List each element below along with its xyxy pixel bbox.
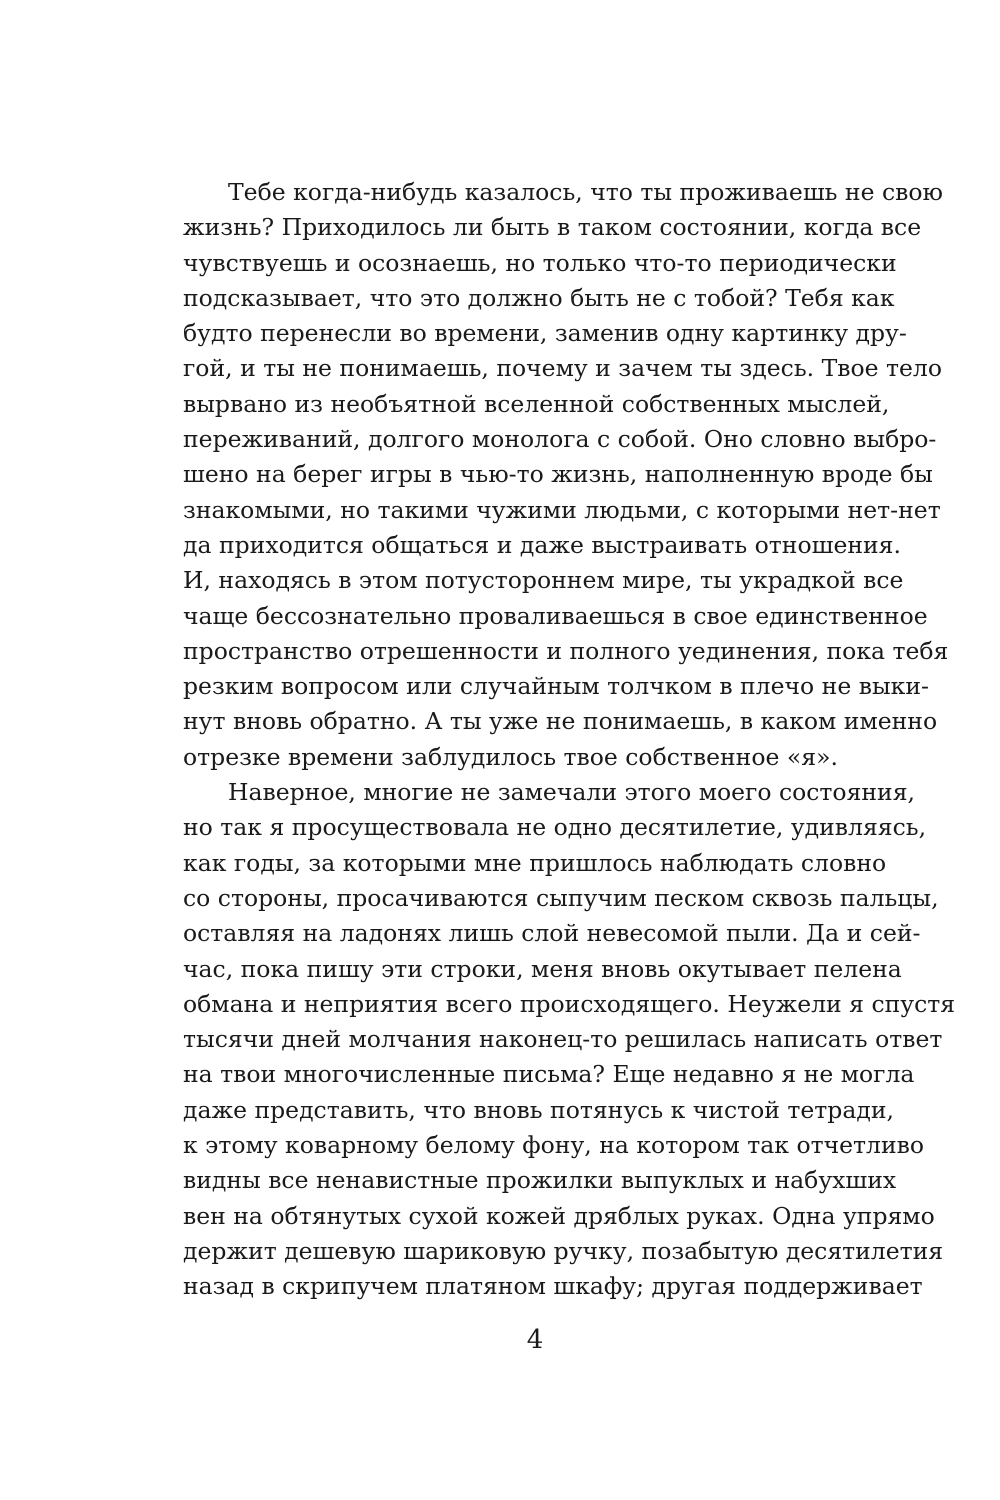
text-line: чаще бессознательно проваливаешься в свое единственное (183, 601, 928, 630)
text-line: пространство отрешенности и полного уединения, пока тебя (183, 636, 949, 665)
text-line: как годы, за которыми мне пришлось наблюдать словно (183, 848, 887, 877)
text-line: Наверное, многие не замечали этого моего состояния, (228, 778, 916, 807)
text-line: обмана и неприятия всего происходящего. Неужели я спустя (183, 989, 956, 1018)
text-line: тысячи дней молчания наконец-то решилась написать ответ (183, 1025, 943, 1054)
text-line: Тебе когда-нибудь казалось, что ты проживаешь не свою (228, 178, 943, 206)
text-line: видны все ненавистные прожилки выпуклых и набухших (183, 1166, 897, 1195)
text-line: назад в скрипучем платяном шкафу; другая поддерживает (183, 1272, 923, 1301)
text-line: И, находясь в этом потустороннем мире, ты украдкой все (183, 566, 904, 595)
text-line: жизнь? Приходилось ли быть в таком состоянии, когда все (183, 213, 922, 242)
text-line: час, пока пишу эти строки, меня вновь окутывает пелена (183, 954, 902, 983)
text-line: вен на обтянутых сухой кожей дряблых руках. Одна упрямо (183, 1201, 935, 1230)
text-line: резким вопросом или случайным толчком в плечо не выки- (183, 672, 929, 701)
text-line: но так я просуществовала не одно десятилетие, удивляясь, (183, 813, 927, 842)
text-line: будто перенесли во времени, заменив одну картинку дру- (183, 319, 907, 348)
text-line: отрезке времени заблудилось твое собственное «я». (183, 742, 838, 771)
text-line: да приходится общаться и даже выстраивать отношения. (183, 530, 901, 559)
text-line: нут вновь обратно. А ты уже не понимаешь, в каком именно (183, 707, 938, 736)
body-text (183, 175, 956, 1305)
text-line: переживаний, долгого монолога с собой. Оно словно выбро- (183, 425, 937, 454)
text-line: на твои многочисленные письма? Еще недавно я не могла (183, 1060, 915, 1089)
text-line: со стороны, просачиваются сыпучим песком сквозь пальцы, (183, 883, 939, 912)
text-line: держит дешевую шариковую ручку, позабытую десятилетия (183, 1236, 944, 1265)
page-number: 4 (526, 1325, 544, 1355)
text-line: оставляя на ладонях лишь слой невесомой пыли. Да и сей- (183, 919, 921, 948)
text-line: вырвано из необъятной вселенной собственных мыслей, (183, 389, 890, 418)
text-line: подсказывает, что это должно быть не с тобой? Тебя как (183, 283, 895, 312)
text-line: к этому коварному белому фону, на котором так отчетливо (183, 1131, 925, 1160)
text-line: знакомыми, но такими чужими людьми, с которыми нет-нет (183, 495, 941, 524)
text-line: чувствуешь и осознаешь, но только что-то периодически (183, 248, 897, 277)
text-line: гой, и ты не понимаешь, почему и зачем ты здесь. Твое тело (183, 354, 942, 383)
text-line: шено на берег игры в чью-то жизнь, наполненную вроде бы (183, 460, 933, 489)
text-line: даже представить, что вновь потянусь к чистой тетради, (183, 1095, 894, 1124)
